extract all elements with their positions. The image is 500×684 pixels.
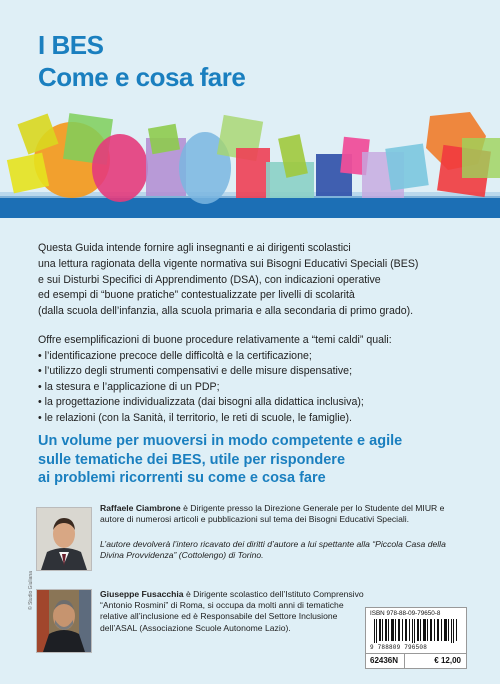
yellow-square (7, 153, 49, 194)
author-photo-fusacchia (36, 589, 92, 653)
colorful-shapes-illustration (0, 108, 500, 218)
price: € 12,00 (434, 656, 461, 665)
barcode-block (365, 607, 467, 669)
ean-number: 9 788809 796508 (370, 644, 428, 651)
intro-line: (dalla scuola dell’infanzia, alla scuola primaria e alla secondaria di primo grado). (38, 305, 414, 318)
tagline-line: Un volume per muoversi in modo competente e agile (38, 433, 403, 449)
intro-line: ed esempi di “buone pratiche” contestualizzate per livelli di scolarità (38, 289, 355, 302)
barcode-icon (374, 619, 458, 643)
red-block (236, 148, 270, 198)
product-code: 62436N (370, 656, 399, 665)
divider (404, 654, 405, 668)
tagline-line: ai problemi ricorrenti su come e cosa fare (38, 470, 326, 486)
author-bio-text: è Dirigente presso la Direzione Generale per lo Studente del MIUR e autore di numerosi articoli e pubblicazioni sul tema dei Bisogni Educativi Speciali. (100, 503, 445, 525)
isbn-label: ISBN 978-88-09-79650-8 (370, 610, 441, 617)
author-bio-fusacchia (100, 589, 370, 634)
offer-item: • le relazioni (con la Sanità, il territorio, le reti di scuole, le famiglie). (38, 411, 353, 424)
author-photo-ciambrone (36, 507, 92, 571)
intro-line: Questa Guida intende fornire agli insegnanti e ai dirigenti scolastici (38, 242, 351, 254)
offer-intro: Offre esemplificazioni di buone procedure relativamente a “temi caldi” quali: (38, 334, 392, 346)
author-bio-text: è Dirigente scolastico dell’Istituto Comprensivo “Antonio Rosmini” di Roma, si occupa da molti anni di tematiche relative all’inclusione ed è Responsabile del Settore Inclusione dell’ASAL (Associazione Scuole Autonome Lazio). (100, 589, 364, 633)
offer-section (38, 333, 478, 427)
intro-line: e sui Disturbi Specifici di Apprendimento (DSA), con indicazioni operative (38, 273, 381, 286)
offer-item: • l’utilizzo degli strumenti compensativi e delle misure dispensative; (38, 365, 353, 378)
offer-list (38, 349, 478, 427)
author-bio-ciambrone (100, 503, 450, 525)
photo-credit: © Studio Giuliana (28, 571, 34, 610)
author-name: Giuseppe Fusacchia (100, 589, 184, 599)
offer-item: • l’identificazione precoce delle difficoltà e la certificazione; (38, 349, 312, 362)
title-line-1: I BES (38, 30, 104, 60)
intro-line: una lettura ragionata della vigente normativa sui Bisogni Educativi Speciali (BES) (38, 257, 419, 270)
blue-band (0, 196, 500, 218)
tagline (38, 432, 478, 488)
author-note: L’autore devolverà l’intero ricavato dei diritti d’autore a lui spettante alla “Piccola Casa della Divina Provvidenza” (Cottolengo) di Torino. (100, 539, 446, 561)
title-line-2: Come e cosa fare (38, 62, 246, 92)
author-name: Raffaele Ciambrone (100, 503, 181, 513)
tagline-line: sulle tematiche dei BES, utile per rispondere (38, 451, 346, 468)
intro-paragraph (38, 241, 478, 320)
offer-item: • la stesura e l’applicazione di un PDP; (38, 380, 220, 393)
price-row (366, 653, 466, 668)
pink-oval (92, 134, 148, 202)
offer-item: • la progettazione individualizzata (dai bisogni alla didattica inclusiva); (38, 396, 364, 409)
